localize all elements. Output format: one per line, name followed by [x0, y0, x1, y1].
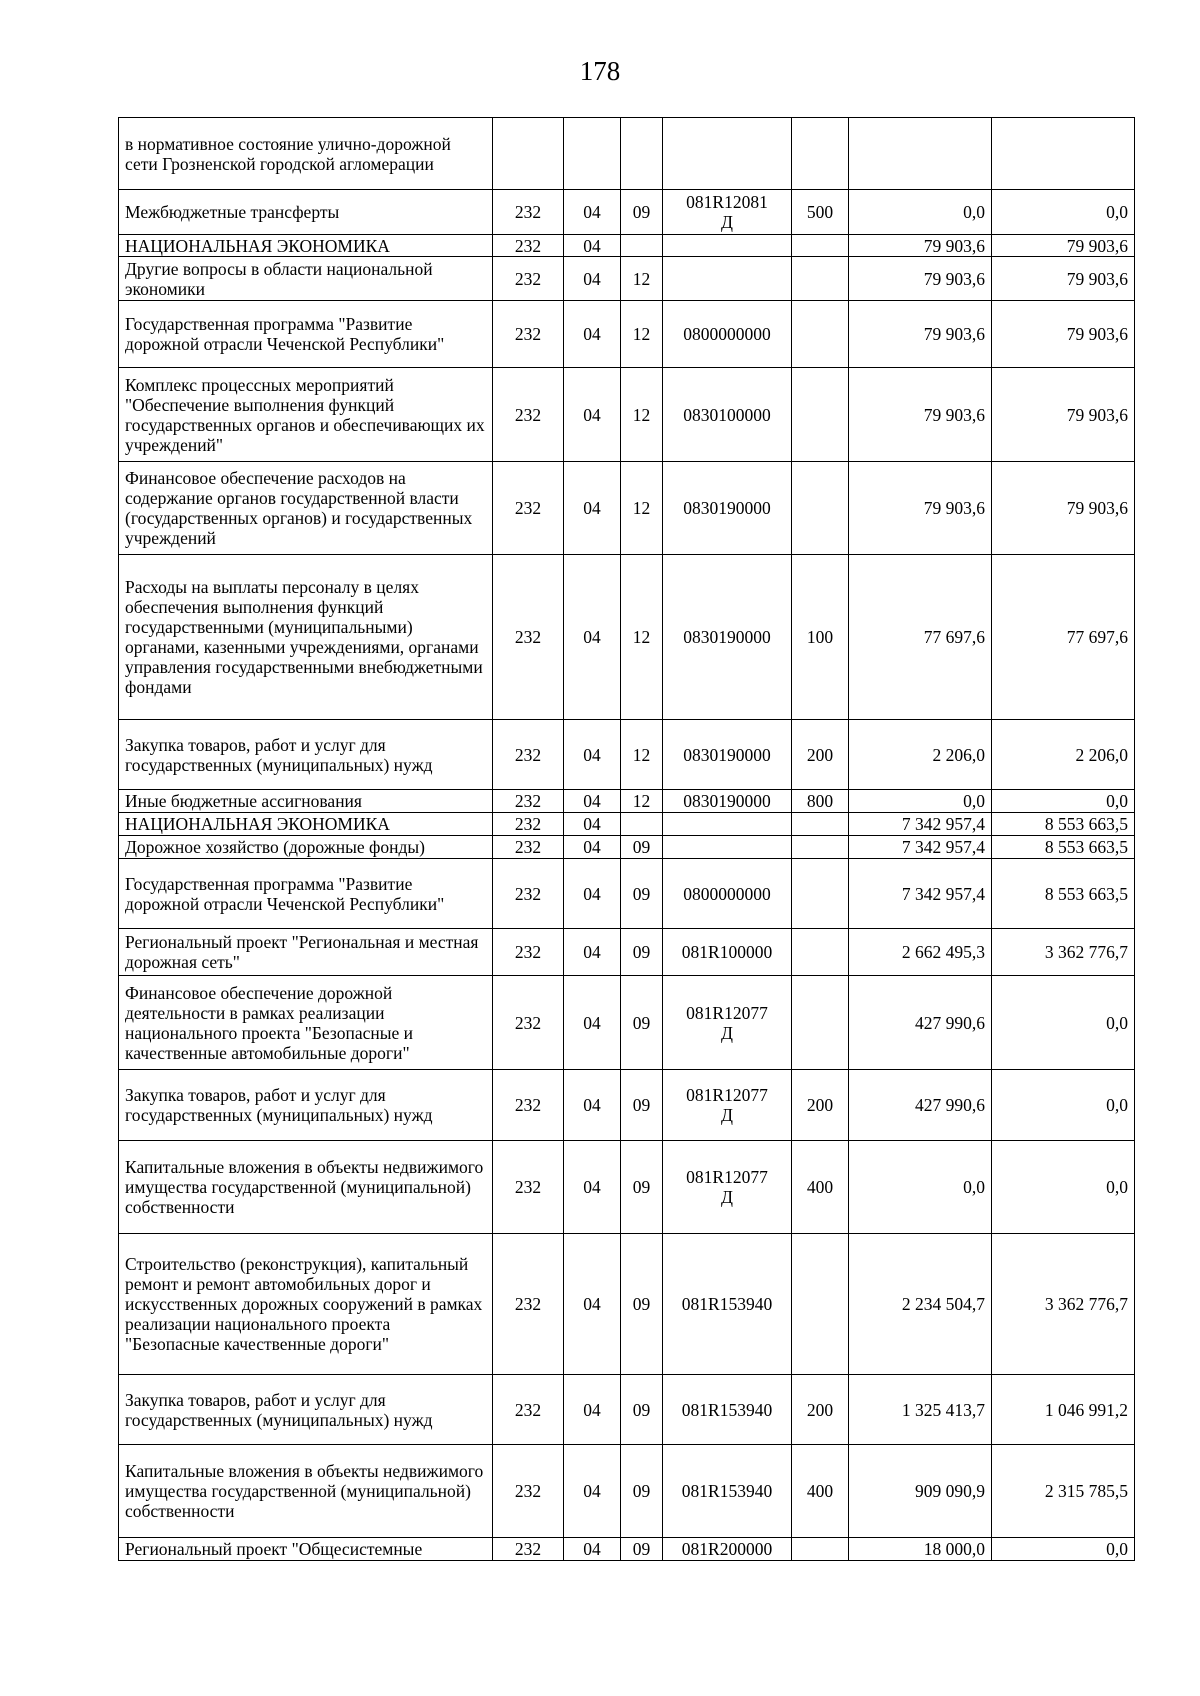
- amount-1: 2 662 495,3: [849, 929, 992, 976]
- row-name: Комплекс процессных мероприятий "Обеспечение выполнения функций государственных органов и обеспечивающих их учреждений": [119, 368, 493, 462]
- amount-2: [992, 118, 1135, 190]
- subsection-code: 12: [621, 257, 663, 301]
- section-code: 04: [564, 813, 621, 836]
- table-row: [119, 1234, 1135, 1375]
- amount-1: 7 342 957,4: [849, 836, 992, 859]
- row-name: НАЦИОНАЛЬНАЯ ЭКОНОМИКА: [119, 813, 493, 836]
- ministry-code: 232: [493, 1234, 564, 1375]
- target-code: 0800000000: [663, 859, 792, 929]
- amount-2: 3 362 776,7: [992, 1234, 1135, 1375]
- amount-2: 0,0: [992, 1141, 1135, 1234]
- table-row: [119, 929, 1135, 976]
- expense-type-code: [792, 1538, 849, 1561]
- amount-1: 18 000,0: [849, 1538, 992, 1561]
- amount-1: 7 342 957,4: [849, 859, 992, 929]
- target-code: 0830190000: [663, 720, 792, 790]
- row-name: в нормативное состояние улично-дорожной сети Грозненской городской агломерации: [119, 118, 493, 190]
- amount-2: 79 903,6: [992, 235, 1135, 257]
- target-code: 081R153940: [663, 1234, 792, 1375]
- target-code: 081R153940: [663, 1375, 792, 1445]
- target-code-line1: 081R12081: [686, 192, 768, 212]
- amount-2: 79 903,6: [992, 257, 1135, 301]
- section-code: 04: [564, 929, 621, 976]
- table-row: [119, 813, 1135, 836]
- amount-1: 7 342 957,4: [849, 813, 992, 836]
- target-code-line2: Д: [721, 212, 733, 232]
- section-code: 04: [564, 555, 621, 720]
- amount-2: 79 903,6: [992, 462, 1135, 555]
- subsection-code: 09: [621, 1070, 663, 1141]
- subsection-code: 09: [621, 1538, 663, 1561]
- subsection-code: [621, 118, 663, 190]
- section-code: 04: [564, 790, 621, 813]
- subsection-code: 09: [621, 929, 663, 976]
- amount-1: 79 903,6: [849, 235, 992, 257]
- ministry-code: 232: [493, 190, 564, 235]
- section-code: 04: [564, 301, 621, 368]
- expense-type-code: 800: [792, 790, 849, 813]
- amount-1: 79 903,6: [849, 462, 992, 555]
- table-row: [119, 462, 1135, 555]
- amount-1: 77 697,6: [849, 555, 992, 720]
- row-name: Закупка товаров, работ и услуг для государственных (муниципальных) нужд: [119, 720, 493, 790]
- row-name: Строительство (реконструкция), капитальный ремонт и ремонт автомобильных дорог и искусственных дорожных сооружений в рамках реализации национального проекта "Безопасные качественные дороги": [119, 1234, 493, 1375]
- section-code: 04: [564, 462, 621, 555]
- expense-type-code: [792, 301, 849, 368]
- target-code: 0830190000: [663, 462, 792, 555]
- row-name: Государственная программа "Развитие дорожной отрасли Чеченской Республики": [119, 301, 493, 368]
- amount-1: 79 903,6: [849, 257, 992, 301]
- subsection-code: 12: [621, 368, 663, 462]
- table-row: [119, 790, 1135, 813]
- row-name: Государственная программа "Развитие дорожной отрасли Чеченской Республики": [119, 859, 493, 929]
- amount-2: 0,0: [992, 190, 1135, 235]
- target-code: 081R200000: [663, 1538, 792, 1561]
- amount-2: 0,0: [992, 976, 1135, 1070]
- amount-2: 8 553 663,5: [992, 813, 1135, 836]
- target-code: [663, 118, 792, 190]
- table-row: [119, 1538, 1135, 1561]
- ministry-code: 232: [493, 836, 564, 859]
- expense-type-code: 500: [792, 190, 849, 235]
- subsection-code: 12: [621, 720, 663, 790]
- ministry-code: 232: [493, 929, 564, 976]
- amount-1: 0,0: [849, 1141, 992, 1234]
- ministry-code: 232: [493, 235, 564, 257]
- ministry-code: 232: [493, 462, 564, 555]
- amount-1: 427 990,6: [849, 976, 992, 1070]
- section-code: 04: [564, 1445, 621, 1538]
- section-code: 04: [564, 1375, 621, 1445]
- table-row: [119, 976, 1135, 1070]
- target-code: 081R100000: [663, 929, 792, 976]
- table-row: [119, 118, 1135, 190]
- row-name: Региональный проект "Региональная и местная дорожная сеть": [119, 929, 493, 976]
- ministry-code: 232: [493, 1538, 564, 1561]
- subsection-code: [621, 813, 663, 836]
- section-code: 04: [564, 859, 621, 929]
- subsection-code: 09: [621, 1141, 663, 1234]
- section-code: 04: [564, 836, 621, 859]
- ministry-code: 232: [493, 1375, 564, 1445]
- expense-type-code: 100: [792, 555, 849, 720]
- target-code: [663, 976, 792, 1070]
- target-code: 0830190000: [663, 555, 792, 720]
- row-name: Иные бюджетные ассигнования: [119, 790, 493, 813]
- row-name: Другие вопросы в области национальной экономики: [119, 257, 493, 301]
- target-code: 0800000000: [663, 301, 792, 368]
- expense-type-code: [792, 976, 849, 1070]
- section-code: 04: [564, 368, 621, 462]
- amount-1: [849, 118, 992, 190]
- row-name: Финансовое обеспечение дорожной деятельности в рамках реализации национального проекта "Безопасные и качественные автомобильные дороги": [119, 976, 493, 1070]
- subsection-code: 09: [621, 859, 663, 929]
- amount-2: 2 206,0: [992, 720, 1135, 790]
- subsection-code: [621, 235, 663, 257]
- subsection-code: 12: [621, 301, 663, 368]
- ministry-code: 232: [493, 301, 564, 368]
- ministry-code: 232: [493, 859, 564, 929]
- row-name: НАЦИОНАЛЬНАЯ ЭКОНОМИКА: [119, 235, 493, 257]
- subsection-code: 12: [621, 462, 663, 555]
- table-row: [119, 555, 1135, 720]
- page-number: 178: [579, 56, 621, 86]
- target-code: [663, 1070, 792, 1141]
- expense-type-code: [792, 929, 849, 976]
- target-code: 081R153940: [663, 1445, 792, 1538]
- ministry-code: 232: [493, 1141, 564, 1234]
- amount-1: 0,0: [849, 190, 992, 235]
- target-code: [663, 1141, 792, 1234]
- amount-1: 1 325 413,7: [849, 1375, 992, 1445]
- row-name: Финансовое обеспечение расходов на содержание органов государственной власти (государственных органов) и государственных учреждений: [119, 462, 493, 555]
- subsection-code: 09: [621, 1375, 663, 1445]
- row-name: Расходы на выплаты персоналу в целях обеспечения выполнения функций государственными (муниципальными) органами, казенными учреждениями, органами управления государственными внебюджетными фондами: [119, 555, 493, 720]
- expense-type-code: [792, 1234, 849, 1375]
- subsection-code: 09: [621, 836, 663, 859]
- section-code: 04: [564, 235, 621, 257]
- row-name: Межбюджетные трансферты: [119, 190, 493, 235]
- target-code: [663, 836, 792, 859]
- row-name: Закупка товаров, работ и услуг для государственных (муниципальных) нужд: [119, 1070, 493, 1141]
- section-code: 04: [564, 1141, 621, 1234]
- expense-type-code: [792, 368, 849, 462]
- expense-type-code: [792, 257, 849, 301]
- table-row: [119, 1375, 1135, 1445]
- table-row: [119, 257, 1135, 301]
- amount-1: 79 903,6: [849, 301, 992, 368]
- section-code: 04: [564, 190, 621, 235]
- row-name: Региональный проект "Общесистемные: [119, 1538, 493, 1561]
- section-code: 04: [564, 1070, 621, 1141]
- section-code: 04: [564, 720, 621, 790]
- amount-2: 1 046 991,2: [992, 1375, 1135, 1445]
- target-code: [663, 257, 792, 301]
- target-code: [663, 813, 792, 836]
- expense-type-code: 400: [792, 1141, 849, 1234]
- subsection-code: 09: [621, 1445, 663, 1538]
- target-code: 0830190000: [663, 790, 792, 813]
- target-code: [663, 235, 792, 257]
- row-name: Капитальные вложения в объекты недвижимого имущества государственной (муниципальной) собственности: [119, 1445, 493, 1538]
- amount-1: 2 206,0: [849, 720, 992, 790]
- amount-2: 8 553 663,5: [992, 836, 1135, 859]
- amount-2: 0,0: [992, 790, 1135, 813]
- expense-type-code: 200: [792, 1375, 849, 1445]
- target-code: [663, 190, 792, 235]
- table-row: [119, 836, 1135, 859]
- expense-type-code: [792, 859, 849, 929]
- section-code: 04: [564, 976, 621, 1070]
- amount-1: 0,0: [849, 790, 992, 813]
- table-row: [119, 235, 1135, 257]
- amount-1: 2 234 504,7: [849, 1234, 992, 1375]
- amount-1: 909 090,9: [849, 1445, 992, 1538]
- amount-2: 79 903,6: [992, 301, 1135, 368]
- table-row: [119, 368, 1135, 462]
- amount-1: 427 990,6: [849, 1070, 992, 1141]
- subsection-code: 09: [621, 976, 663, 1070]
- table-row: [119, 1445, 1135, 1538]
- table-row: [119, 1141, 1135, 1234]
- expense-type-code: 400: [792, 1445, 849, 1538]
- ministry-code: 232: [493, 1070, 564, 1141]
- expense-type-code: [792, 813, 849, 836]
- amount-1: 79 903,6: [849, 368, 992, 462]
- section-code: 04: [564, 1234, 621, 1375]
- expense-type-code: [792, 836, 849, 859]
- amount-2: 8 553 663,5: [992, 859, 1135, 929]
- expense-type-code: [792, 462, 849, 555]
- subsection-code: 09: [621, 190, 663, 235]
- ministry-code: 232: [493, 720, 564, 790]
- target-code: 0830100000: [663, 368, 792, 462]
- table-row: [119, 190, 1135, 235]
- ministry-code: 232: [493, 368, 564, 462]
- table-row: [119, 1070, 1135, 1141]
- row-name: Дорожное хозяйство (дорожные фонды): [119, 836, 493, 859]
- amount-2: 0,0: [992, 1070, 1135, 1141]
- row-name: Закупка товаров, работ и услуг для государственных (муниципальных) нужд: [119, 1375, 493, 1445]
- ministry-code: 232: [493, 555, 564, 720]
- target-code-line2: Д: [721, 1022, 733, 1043]
- target-code-line1: 081R12077: [686, 1002, 768, 1023]
- ministry-code: 232: [493, 976, 564, 1070]
- budget-table: [118, 117, 1135, 1561]
- table-row: [119, 720, 1135, 790]
- target-code-line1: 081R12077: [686, 1167, 768, 1187]
- section-code: 04: [564, 1538, 621, 1561]
- ministry-code: 232: [493, 790, 564, 813]
- amount-2: 0,0: [992, 1538, 1135, 1561]
- target-code-line2: Д: [721, 1187, 733, 1207]
- amount-2: 77 697,6: [992, 555, 1135, 720]
- amount-2: 79 903,6: [992, 368, 1135, 462]
- target-code-line2: Д: [721, 1105, 733, 1125]
- target-code-line1: 081R12077: [686, 1085, 768, 1105]
- subsection-code: 12: [621, 790, 663, 813]
- table-row: [119, 859, 1135, 929]
- subsection-code: 12: [621, 555, 663, 720]
- ministry-code: 232: [493, 813, 564, 836]
- ministry-code: 232: [493, 1445, 564, 1538]
- table-row: [119, 301, 1135, 368]
- ministry-code: 232: [493, 257, 564, 301]
- section-code: [564, 118, 621, 190]
- expense-type-code: [792, 118, 849, 190]
- expense-type-code: [792, 235, 849, 257]
- expense-type-code: 200: [792, 1070, 849, 1141]
- amount-2: 3 362 776,7: [992, 929, 1135, 976]
- row-name: Капитальные вложения в объекты недвижимого имущества государственной (муниципальной) собственности: [119, 1141, 493, 1234]
- expense-type-code: 200: [792, 720, 849, 790]
- section-code: 04: [564, 257, 621, 301]
- subsection-code: 09: [621, 1234, 663, 1375]
- ministry-code: [493, 118, 564, 190]
- amount-2: 2 315 785,5: [992, 1445, 1135, 1538]
